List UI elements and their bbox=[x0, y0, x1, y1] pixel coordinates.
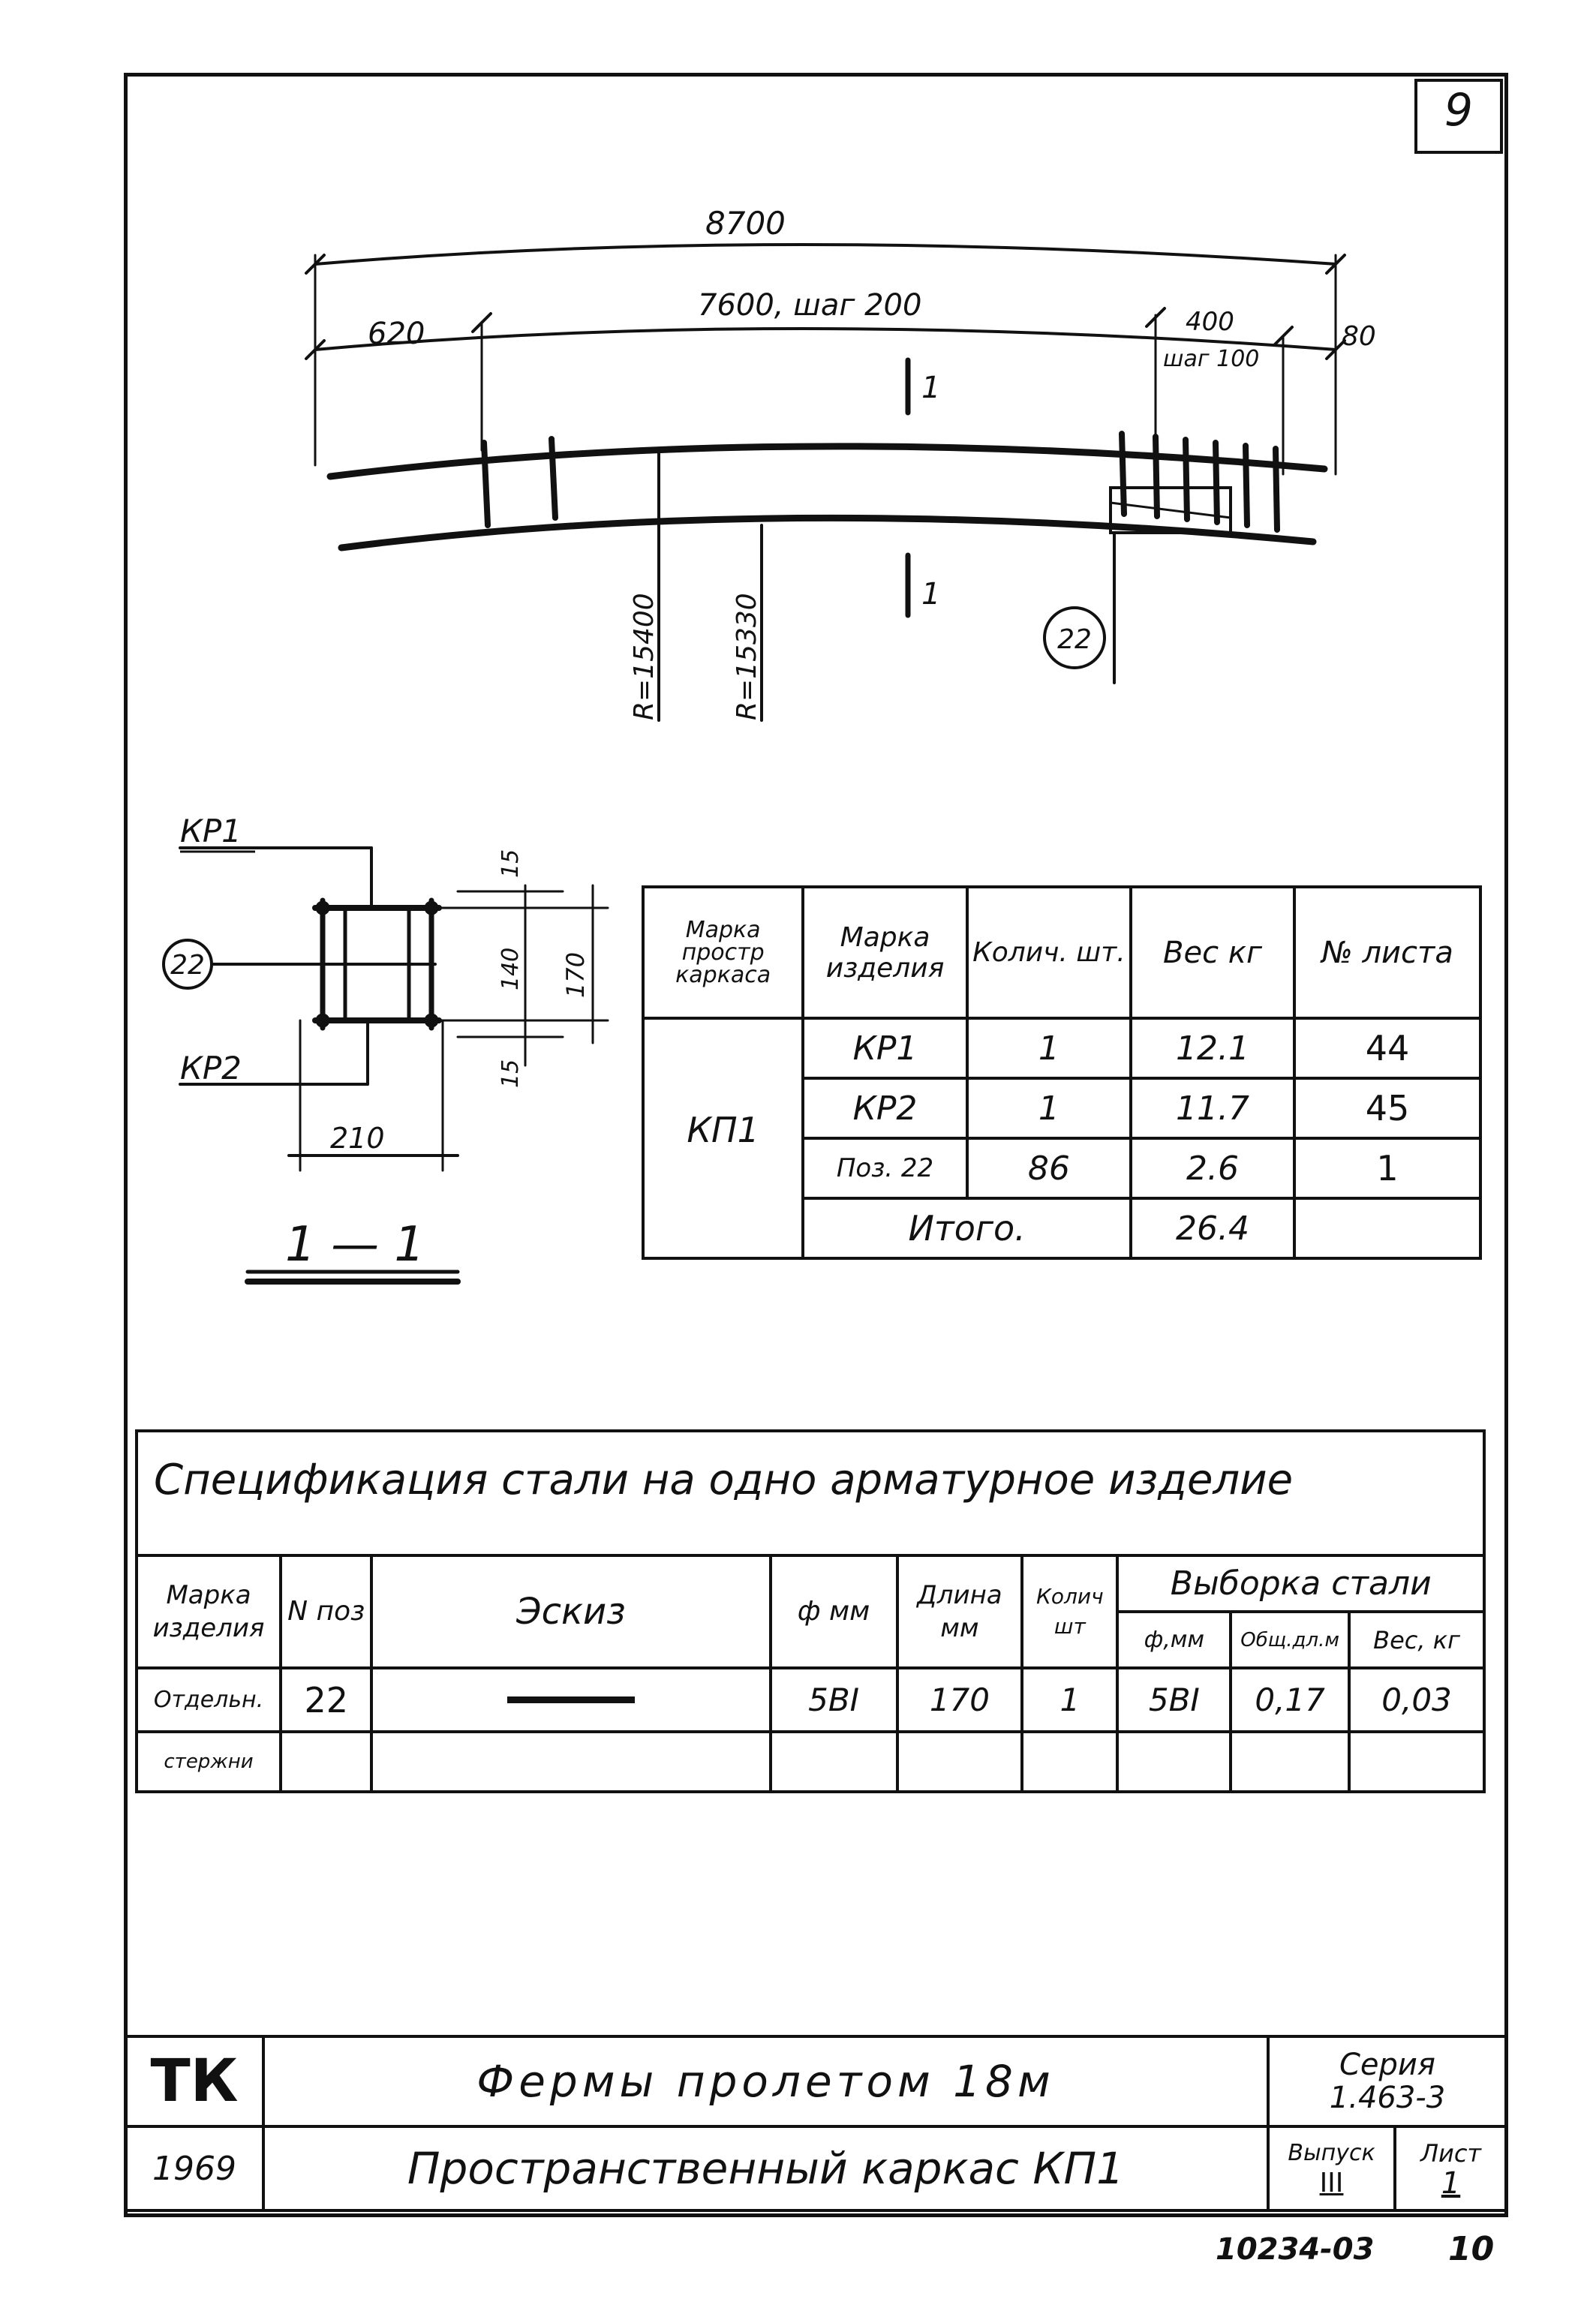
table-row bbox=[137, 1668, 1484, 1732]
spec-row-mark-line1: Отдельн. bbox=[137, 1668, 281, 1732]
item-sheet: 45 bbox=[1294, 1078, 1480, 1138]
dim-210: 210 bbox=[330, 1122, 385, 1155]
item-sheet: 1 bbox=[1294, 1138, 1480, 1198]
title-block-org: ТК bbox=[125, 2036, 263, 2126]
dim-140: 140 bbox=[497, 947, 524, 990]
title-block-year: 1969 bbox=[125, 2126, 263, 2210]
spec-row-sel-weight: 0,03 bbox=[1349, 1668, 1484, 1732]
radius-outer: R=15400 bbox=[629, 593, 660, 720]
spec-header-sel-len: Общ.дл.м bbox=[1231, 1612, 1349, 1668]
spec-header-pos: N поз bbox=[281, 1555, 371, 1668]
spec-row-mark-line2: стержни bbox=[137, 1732, 281, 1792]
dim-left: 620 bbox=[368, 317, 425, 351]
item-mark: КР2 bbox=[803, 1078, 967, 1138]
title-block-sheet bbox=[1395, 2126, 1507, 2210]
total-sheet-empty bbox=[1294, 1198, 1480, 1258]
spec-header-mark: Марка изделия bbox=[137, 1555, 281, 1668]
series-label: Серия bbox=[1339, 2048, 1435, 2082]
title-block-issue bbox=[1268, 2126, 1395, 2210]
spec-row-dia: 5BI bbox=[771, 1668, 897, 1732]
label-kr1: КР1 bbox=[180, 813, 242, 849]
item-weight: 12.1 bbox=[1131, 1018, 1294, 1078]
item-mark: Поз. 22 bbox=[803, 1138, 967, 1198]
section-title: 1 — 1 bbox=[285, 1217, 425, 1273]
radius-inner: R=15330 bbox=[732, 593, 762, 720]
title-block bbox=[124, 2035, 1508, 2212]
dim-15-bottom: 15 bbox=[497, 1059, 524, 1088]
frame-elevation-drawing bbox=[285, 195, 1376, 750]
item-mark: КР1 bbox=[803, 1018, 967, 1078]
spec-row-length: 170 bbox=[897, 1668, 1023, 1732]
bar-sketch-icon bbox=[507, 1696, 635, 1703]
item-qty: 1 bbox=[967, 1018, 1131, 1078]
spec-header-selection: Выборка стали bbox=[1117, 1555, 1484, 1612]
col-header-item-mark: Марка изделия bbox=[803, 887, 967, 1018]
section-mark-top: 1 bbox=[921, 371, 941, 405]
spec-table-title: Спецификация стали на одно арматурное изделие bbox=[154, 1456, 1294, 1504]
dim-right-a-step: шаг 100 bbox=[1163, 346, 1260, 372]
issue-label: Выпуск bbox=[1288, 2140, 1375, 2166]
item-weight: 2.6 bbox=[1131, 1138, 1294, 1198]
spec-header-dia: ф мм bbox=[771, 1555, 897, 1668]
item-qty: 1 bbox=[967, 1078, 1131, 1138]
dim-middle: 7600, шаг 200 bbox=[698, 288, 922, 323]
table-row bbox=[643, 1018, 1480, 1078]
col-header-frame-mark: Марка простр каркаса bbox=[643, 887, 803, 1018]
title-block-title1: Фермы пролетом 18м bbox=[263, 2036, 1268, 2126]
dim-15-top: 15 bbox=[497, 849, 524, 878]
issue-value: III bbox=[1319, 2168, 1344, 2198]
sheet-number: 9 bbox=[1444, 84, 1474, 137]
label-kr2: КР2 bbox=[180, 1050, 242, 1086]
section-1-1-drawing bbox=[143, 795, 638, 1321]
col-header-sheet: № листа bbox=[1294, 887, 1480, 1018]
total-label: Итого. bbox=[803, 1198, 1131, 1258]
spec-row-sketch bbox=[371, 1668, 770, 1732]
frame-mark: КП1 bbox=[643, 1018, 803, 1258]
total-weight: 26.4 bbox=[1131, 1198, 1294, 1258]
dim-total: 8700 bbox=[705, 205, 786, 242]
spec-row-sel-dia: 5BI bbox=[1117, 1668, 1231, 1732]
sheet-label: Лист bbox=[1420, 2139, 1482, 2168]
spec-header-qty: Колич шт bbox=[1022, 1555, 1117, 1668]
title-block-title2: Пространственный каркас КП1 bbox=[263, 2126, 1268, 2210]
footer-doc-number: 10234-03 bbox=[1216, 2232, 1375, 2267]
title-block-series bbox=[1268, 2036, 1507, 2126]
spec-row-pos: 22 bbox=[281, 1668, 371, 1732]
composition-table bbox=[642, 885, 1482, 1260]
dim-170: 170 bbox=[561, 951, 590, 998]
spec-row-qty: 1 bbox=[1022, 1668, 1117, 1732]
section-mark-bottom: 1 bbox=[921, 577, 941, 612]
sheet-value: 1 bbox=[1441, 2166, 1461, 2201]
callout-22-section: 22 bbox=[170, 950, 205, 981]
table-row bbox=[137, 1732, 1484, 1792]
col-header-qty: Колич. шт. bbox=[967, 887, 1131, 1018]
spec-header-length: Длина мм bbox=[897, 1555, 1023, 1668]
spec-table bbox=[135, 1554, 1486, 1793]
spec-row-sel-len: 0,17 bbox=[1231, 1668, 1349, 1732]
dim-right-a: 400 bbox=[1186, 307, 1234, 337]
spec-header-sketch: Эскиз bbox=[371, 1555, 770, 1668]
dim-right-b: 80 bbox=[1342, 321, 1376, 352]
spec-header-sel-dia: ф,мм bbox=[1117, 1612, 1231, 1668]
col-header-weight: Вес кг bbox=[1131, 887, 1294, 1018]
callout-22: 22 bbox=[1057, 624, 1092, 655]
item-qty: 86 bbox=[967, 1138, 1131, 1198]
footer-page: 10 bbox=[1448, 2230, 1495, 2268]
series-value: 1.463-3 bbox=[1329, 2081, 1446, 2115]
item-weight: 11.7 bbox=[1131, 1078, 1294, 1138]
spec-header-sel-weight: Вес, кг bbox=[1349, 1612, 1484, 1668]
item-sheet: 44 bbox=[1294, 1018, 1480, 1078]
